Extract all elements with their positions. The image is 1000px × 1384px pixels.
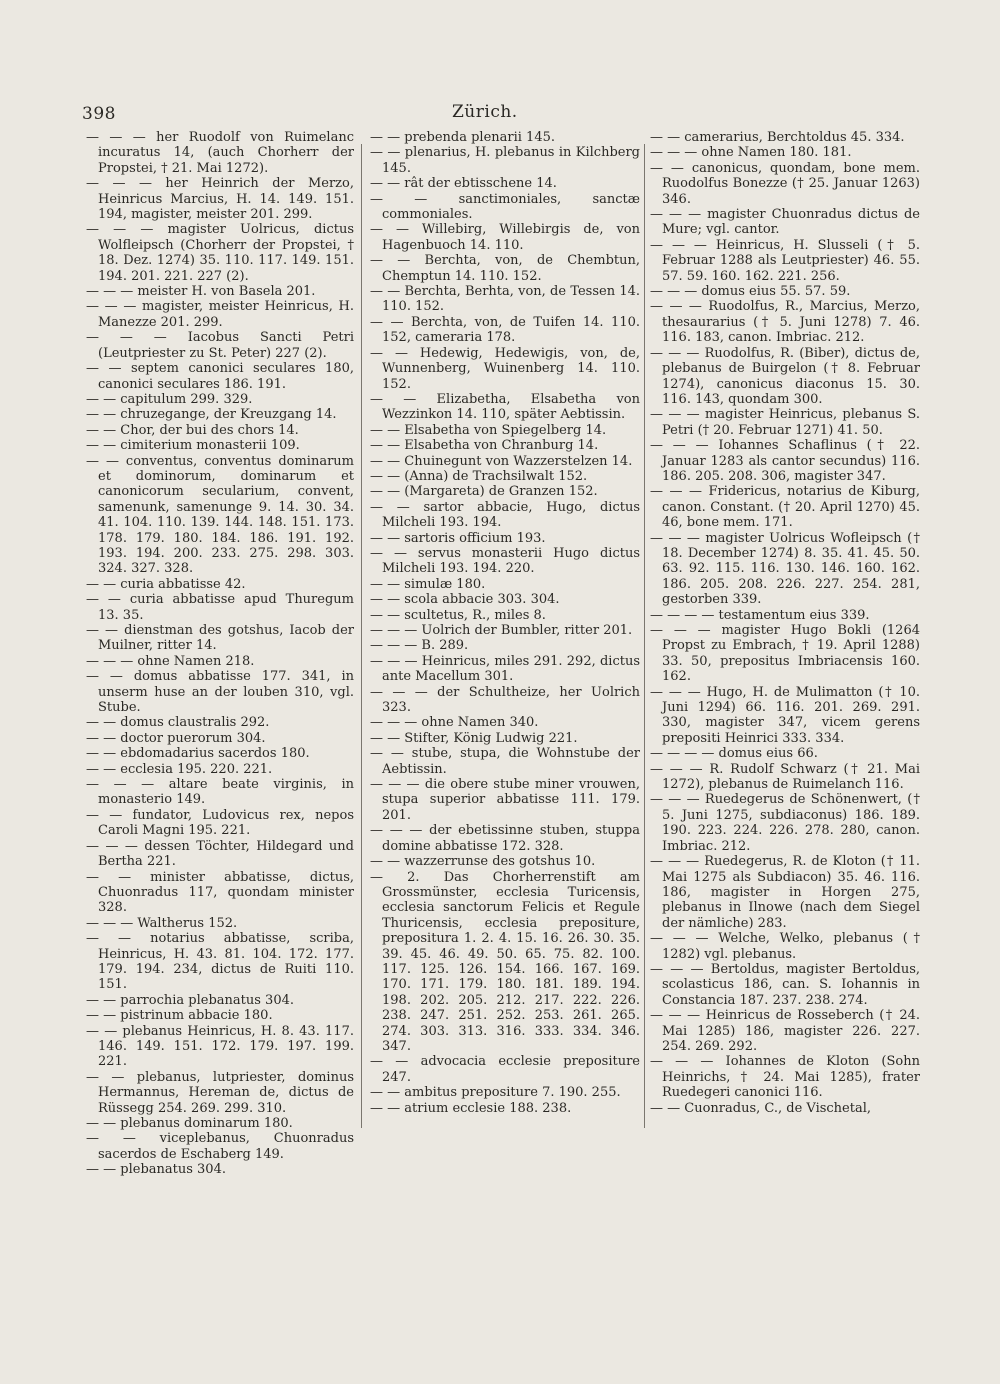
index-entry: — — atrium ecclesie 188. 238. — [370, 1100, 572, 1116]
index-column-3 — [650, 130, 920, 1116]
index-entry: — — fundator, Ludovicus rex, nepos Caroli Magni 195. 221. — [86, 807, 354, 839]
index-column-1 — [86, 130, 354, 1178]
index-entry: — — — Iohannes de Kloton (Sohn Heinrichs, † 24. Mai 1285), frater Ruedegeri canonici 116. — [650, 1054, 920, 1101]
index-entry: — — — Fridericus, notarius de Kiburg, canon. Constant. († 20. April 1270) 45. 46, bone mem. 171. — [650, 484, 920, 531]
index-entry: — — viceplebanus, Chuonradus sacerdos de Eschaberg 149. — [86, 1131, 354, 1162]
index-entry: — — — her Ruodolf von Ruimelanc incuratus 14, (auch Chorherr der Propstei, † 21. Mai 1272). — [86, 130, 354, 176]
index-entry: — — Berchta, Berhta, von, de Tessen 14. 110. 152. — [370, 284, 640, 315]
index-entry: — — pistrinum abbacie 180. — [86, 1008, 273, 1024]
index-entry: — — — her Heinrich der Merzo, Heinricus Marcius, H. 14. 149. 151. 194, magister, meister 201. 299. — [86, 176, 354, 223]
index-entry: — — stube, stupa, die Wohnstube der Aebtissin. — [370, 746, 640, 777]
index-entry: — — — Hugo, H. de Mulimatton († 10. Juni 1294) 66. 116. 201. 269. 291. 330, magister 347, vicem gerens prepositi Heinrici 333. 334. — [650, 684, 920, 746]
index-entry: — — ambitus prepositure 7. 190. 255. — [370, 1085, 621, 1101]
index-entry: — — doctor puerorum 304. — [86, 730, 266, 746]
index-entry: — — dienstman des gotshus, Iacob der Muilner, ritter 14. — [86, 623, 354, 654]
index-entry: — — (Anna) de Trachsilwalt 152. — [370, 468, 588, 484]
index-entry: — — conventus, conventus dominarum et dominorum, dominarum et canonicorum secularium, convent, samenunk, samenunge 9. 14. 30. 34. 41. 104. 110. 139. 144. 148. 151. 173. 178. 179. 180. 184. 186. 191. 192. 193. 194. 200. 233. 275. 298. 303. 324. 327. 328. — [86, 453, 354, 577]
index-entry: — — advocacia ecclesie prepositure 247. — [370, 1054, 640, 1085]
index-entry: — — ecclesia 195. 220. 221. — [86, 761, 273, 777]
index-entry: — — — Waltherus 152. — [86, 915, 238, 931]
index-entry: — — — Ruodolfus, R. (Biber), dictus de, plebanus de Buirgelon († 8. Februar 1274), canonicus diaconus 15. 30. 116. 143, quondam 300. — [650, 345, 920, 407]
index-entry: — — scola abbacie 303. 304. — [370, 592, 560, 608]
index-entry: — — — ohne Namen 180. 181. — [650, 145, 852, 161]
index-entry: — 2. Das Chorherrenstift am Grossmünster, ecclesia Turicensis, ecclesia sanctorum Felicis et Regule Thuricensis, ecclesia prepositure, prepositura 1. 2. 4. 15. 16. 26. 30. 35. 39. 45. 46. 49. 50. 65. 75. 82. 100. 117. 125. 126. 154. 166. 167. 169. 170. 171. 179. 180. 181. 189. 194. 198. 202. 205. 212. 217. 222. 226. 238. 247. 251. 252. 253. 261. 265. 274. 303. 313. 316. 333. 334. 346. 347. — [370, 869, 640, 1054]
index-entry: — — simulæ 180. — [370, 576, 486, 592]
index-entry: — — Berchta, von, de Tuifen 14. 110. 152, cameraria 178. — [370, 314, 640, 346]
index-entry: — — Hedewig, Hedewigis, von, de, Wunnenberg, Wuinenberg 14. 110. 152. — [370, 345, 640, 392]
index-entry: — — — Iacobus Sancti Petri (Leutpriester zu St. Peter) 227 (2). — [86, 330, 354, 361]
index-entry: — — curia abbatisse 42. — [86, 576, 246, 592]
index-entry: — — camerarius, Berchtoldus 45. 334. — [650, 130, 905, 145]
index-entry: — — — der ebetissinne stuben, stuppa domine abbatisse 172. 328. — [370, 823, 640, 854]
column-divider — [361, 144, 362, 1128]
index-entry: — — — magister Uolricus Wofleipsch († 18. December 1274) 8. 35. 41. 45. 50. 63. 92. 115. 116. 130. 146. 160. 162. 186. 205. 208. 226. 227. 254. 281, gestorben 339. — [650, 530, 920, 608]
index-entry: — — — Ruedegerus de Schönenwert, († 5. Juni 1275, subdiaconus) 186. 189. 190. 223. 224. 226. 278. 280, canon. Imbriac. 212. — [650, 792, 920, 854]
index-entry: — — — Heinricus, H. Slusseli († 5. Februar 1288 als Leutpriester) 46. 55. 57. 59. 160. 162. 221. 256. — [650, 237, 920, 284]
index-entry: — — canonicus, quondam, bone mem. Ruodolfus Bonezze († 25. Januar 1263) 346. — [650, 160, 920, 207]
index-entry: — — domus abbatisse 177. 341, in unserm huse an der louben 310, vgl. Stube. — [86, 669, 354, 716]
index-entry: — — wazzerrunse des gotshus 10. — [370, 854, 596, 870]
column-divider — [644, 144, 645, 1128]
index-entry: — — — R. Rudolf Schwarz († 21. Mai 1272), plebanus de Ruimelanch 116. — [650, 761, 920, 793]
page-number: 398 — [82, 104, 116, 124]
index-entry: — — — magister Uolricus, dictus Wolfleipsch (Chorherr der Propstei, † 18. Dez. 1274) 35. 110. 117. 149. 151. 194. 201. 221. 227 (2). — [86, 222, 354, 284]
index-entry: — — septem canonici seculares 180, canonici seculares 186. 191. — [86, 361, 354, 392]
index-entry: — — Chuinegunt von Wazzerstelzen 14. — [370, 453, 633, 469]
index-entry: — — sartor abbacie, Hugo, dictus Milcheli 193. 194. — [370, 499, 640, 531]
index-entry: — — — magister, meister Heinricus, H. Manezze 201. 299. — [86, 299, 354, 330]
index-entry: — — — B. 289. — [370, 638, 469, 654]
index-entry: — — Stifter, König Ludwig 221. — [370, 730, 578, 746]
index-entry: — — plebanus, lutpriester, dominus Hermannus, Hereman de, dictus de Rüssegg 254. 269. 299. 310. — [86, 1069, 354, 1116]
index-entry: — — plenarius, H. plebanus in Kilchberg 145. — [370, 145, 640, 176]
index-entry: — — Willebirg, Willebirgis de, von Hagenbuoch 14. 110. — [370, 222, 640, 253]
index-entry: — — plebanatus 304. — [86, 1162, 226, 1178]
index-entry: — — — Heinricus, miles 291. 292, dictus ante Macellum 301. — [370, 653, 640, 685]
index-entry: — — Cuonradus, C., de Vischetal, — [650, 1100, 872, 1116]
index-entry: — — Elsabetha von Spiegelberg 14. — [370, 422, 607, 438]
index-entry: — — — Ruodolfus, R., Marcius, Merzo, thesaurarius († 5. Juni 1278) 7. 46. 116. 183, canon. Imbriac. 212. — [650, 299, 920, 346]
index-entry: — — — Ruedegerus, R. de Kloton († 11. Mai 1275 als Subdiacon) 35. 46. 116. 186, magister in Horgen 275, plebanus in Ilnowe (nach dem Siegel der nämliche) 283. — [650, 854, 920, 931]
index-entry: — — curia abbatisse apud Thuregum 13. 35. — [86, 592, 354, 623]
index-entry: — — — — testamentum eius 339. — [650, 607, 870, 623]
index-entry: — — — — domus eius 66. — [650, 746, 818, 762]
index-entry: — — servus monasterii Hugo dictus Milcheli 193. 194. 220. — [370, 545, 640, 577]
index-entry: — — — domus eius 55. 57. 59. — [650, 284, 851, 300]
index-column-2 — [370, 130, 640, 1116]
index-entry: — — notarius abbatisse, scriba, Heinricus, H. 43. 81. 104. 172. 177. 179. 194. 234, dictus de Ruiti 110. 151. — [86, 931, 354, 993]
index-entry: — — Elizabetha, Elsabetha von Wezzinkon 14. 110, später Aebtissin. — [370, 391, 640, 423]
index-entry: — — chruzegange, der Kreuzgang 14. — [86, 407, 337, 423]
index-entry: — — — Iohannes Schaflinus († 22. Januar 1283 als cantor secundus) 116. 186. 205. 208. 306, magister 347. — [650, 438, 920, 484]
index-entry: — — — meister H. von Basela 201. — [86, 284, 316, 300]
index-entry: — — — Heinricus de Rosseberch († 24. Mai 1285) 186, magister 226. 227. 254. 269. 292. — [650, 1008, 920, 1054]
index-entry: — — domus claustralis 292. — [86, 715, 270, 731]
index-entry: — — rât der ebtisschene 14. — [370, 176, 557, 192]
index-entry: — — plebanus Heinricus, H. 8. 43. 117. 146. 149. 151. 172. 179. 197. 199. 221. — [86, 1023, 354, 1070]
index-entry: — — — die obere stube miner vrouwen, stupa superior abbatisse 111. 179. 201. — [370, 777, 640, 823]
index-entry: — — prebenda plenarii 145. — [370, 130, 555, 145]
index-entry: — — — Uolrich der Bumbler, ritter 201. — [370, 623, 633, 638]
index-entry: — — Chor, der bui des chors 14. — [86, 422, 299, 438]
index-entry: — — plebanus dominarum 180. — [86, 1116, 293, 1131]
index-entry: — — scultetus, R., miles 8. — [370, 607, 546, 623]
index-entry: — — — ohne Namen 218. — [86, 653, 255, 669]
index-entry: — — — der Schultheize, her Uolrich 323. — [370, 684, 640, 716]
page-title: Zürich. — [452, 102, 518, 122]
index-entry: — — — Bertoldus, magister Bertoldus, scolasticus 186, can. S. Iohannis in Constancia 187. 237. 238. 274. — [650, 961, 920, 1008]
index-entry: — — capitulum 299. 329. — [86, 391, 253, 407]
index-entry: — — minister abbatisse, dictus, Chuonradus 117, quondam minister 328. — [86, 869, 354, 916]
index-entry: — — — altare beate virginis, in monasterio 149. — [86, 777, 354, 808]
index-entry: — — cimiterium monasterii 109. — [86, 438, 300, 454]
index-entry: — — — dessen Töchter, Hildegard und Bertha 221. — [86, 838, 354, 870]
index-entry: — — — magister Chuonradus dictus de Mure; vgl. cantor. — [650, 207, 920, 238]
index-entry: — — — magister Heinricus, plebanus S. Petri († 20. Februar 1271) 41. 50. — [650, 407, 920, 438]
index-entry: — — — Welche, Welko, plebanus († 1282) vgl. plebanus. — [650, 931, 920, 962]
index-entry: — — Elsabetha von Chranburg 14. — [370, 438, 599, 454]
index-entry: — — — magister Hugo Bokli (1264 Propst zu Embrach, † 19. April 1288) 33. 50, prepositus Imbriacensis 160. 162. — [650, 623, 920, 685]
index-entry: — — (Margareta) de Granzen 152. — [370, 484, 598, 500]
index-entry: — — sartoris officium 193. — [370, 530, 546, 546]
index-entry: — — — ohne Namen 340. — [370, 715, 539, 731]
index-entry: — — parrochia plebanatus 304. — [86, 992, 294, 1008]
index-entry: — — ebdomadarius sacerdos 180. — [86, 746, 310, 762]
index-entry: — — sanctimoniales, sanctæ commoniales. — [370, 191, 640, 223]
index-entry: — — Berchta, von, de Chembtun, Chemptun 14. 110. 152. — [370, 253, 640, 284]
